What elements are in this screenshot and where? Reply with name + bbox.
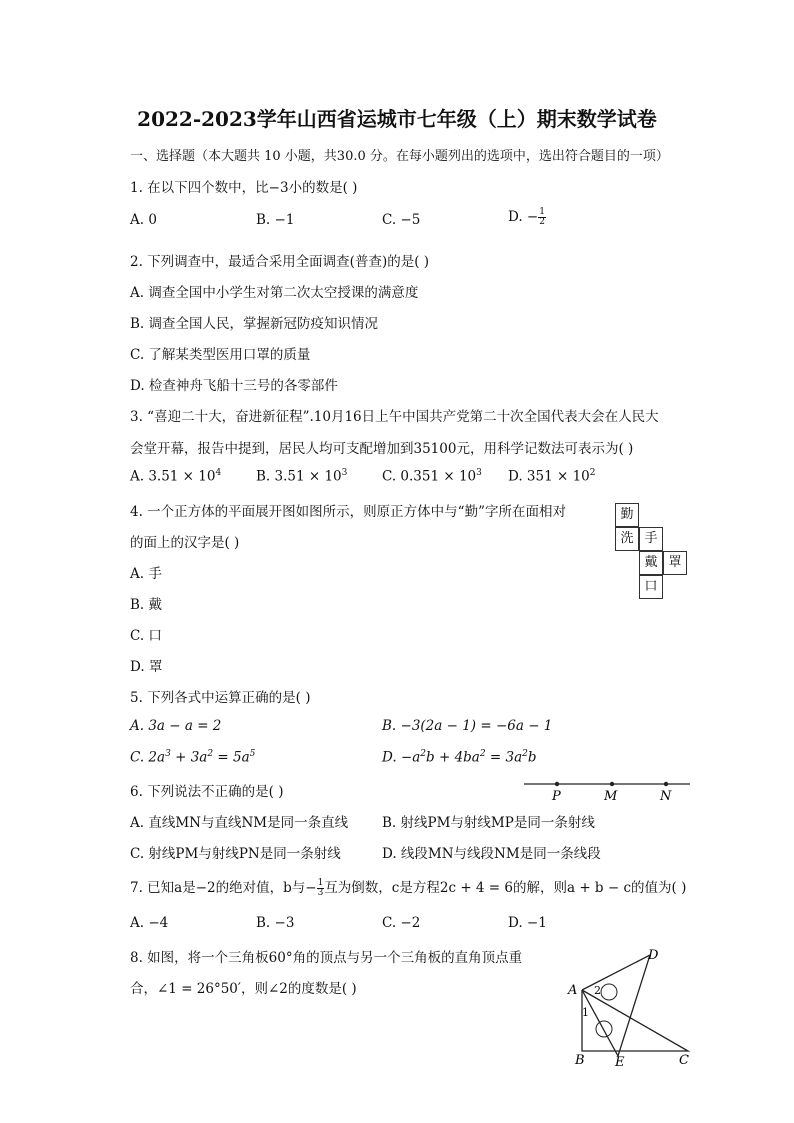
q6-option-a[interactable]: A. 直线MN与直线NM是同一条直线 bbox=[130, 815, 349, 831]
label-n: N bbox=[660, 789, 672, 804]
q4-option-d[interactable]: D. 罩 bbox=[130, 659, 163, 675]
q7-option-b[interactable]: B. −3 bbox=[256, 915, 295, 931]
question-1-stem: 1. 在以下四个数中，比−3小的数是( ) bbox=[130, 180, 358, 196]
net-cell-xi: 洗 bbox=[615, 527, 639, 551]
q5-c-exp-3: 5 bbox=[249, 749, 256, 759]
q3-option-c[interactable] bbox=[382, 468, 482, 485]
q5-option-a[interactable]: A. 3a − a = 2 bbox=[130, 718, 222, 734]
q3-option-b[interactable] bbox=[256, 468, 347, 485]
triangle-boards-figure bbox=[560, 940, 700, 1070]
question-6-stem: 6. 下列说法不正确的是( ) bbox=[130, 784, 284, 800]
q7-option-d[interactable]: D. −1 bbox=[508, 915, 547, 931]
point-n bbox=[664, 782, 668, 786]
net-cell-zhao: 罩 bbox=[663, 551, 687, 575]
q5-d-exp-2: 2 bbox=[479, 749, 486, 759]
q3-a-exponent: 4 bbox=[215, 468, 222, 478]
question-8-line-1: 8. 如图，将一个三角板60°角的顶点与另一个三角板的直角顶点重 bbox=[130, 950, 523, 966]
q3-c-base: C. 0.351 × 10 bbox=[382, 468, 477, 485]
label-a: A bbox=[568, 983, 578, 998]
net-cell-qin: 勤 bbox=[615, 503, 639, 527]
q1-d-numerator: 1 bbox=[539, 207, 545, 217]
q5-c-exp-1: 3 bbox=[165, 749, 171, 759]
q1-d-fraction bbox=[538, 208, 546, 227]
q1-option-b[interactable]: B. −1 bbox=[256, 212, 295, 228]
label-angle-2: 2 bbox=[594, 984, 601, 997]
q5-d-part-4: b bbox=[527, 749, 537, 766]
q3-a-base: A. 3.51 × 10 bbox=[130, 468, 216, 485]
q5-c-part-2: + 3a bbox=[170, 749, 208, 766]
q7-option-a[interactable]: A. −4 bbox=[130, 915, 169, 931]
page-title: 2022-2023学年山西省运城市七年级（上）期末数学试卷 bbox=[137, 107, 657, 131]
point-p bbox=[555, 782, 559, 786]
question-3-line-1: 3. “喜迎二十大，奋进新征程”.10月16日上午中国共产党第二十次全国代表大会在人民大 bbox=[130, 409, 659, 425]
q3-b-base: B. 3.51 × 10 bbox=[256, 468, 342, 485]
q1-option-d[interactable] bbox=[508, 208, 546, 227]
triangle-ade bbox=[582, 955, 650, 1056]
question-5-stem: 5. 下列各式中运算正确的是( ) bbox=[130, 690, 311, 706]
q1-d-denominator: 2 bbox=[539, 217, 545, 227]
label-angle-1: 1 bbox=[582, 1006, 589, 1019]
q5-option-c[interactable] bbox=[130, 749, 255, 766]
q3-option-d[interactable] bbox=[508, 468, 596, 485]
q4-option-a[interactable]: A. 手 bbox=[130, 566, 162, 582]
q5-option-d[interactable] bbox=[382, 749, 537, 766]
line-pmn-figure bbox=[520, 775, 695, 805]
net-cell-shou: 手 bbox=[639, 527, 663, 551]
q7-stem-part-2: 互为倒数，c是方程2c + 4 = 6的解，则a + b − c的值为( ) bbox=[324, 880, 687, 896]
section-heading: 一、选择题（本大题共 10 小题，共30.0 分。在每小题列出的选项中，选出符合题目的一项） bbox=[130, 149, 669, 164]
q2-option-a[interactable]: A. 调查全国中小学生对第二次太空授课的满意度 bbox=[130, 285, 419, 301]
q7-frac-numerator: 1 bbox=[317, 878, 324, 888]
board-hole-upper bbox=[601, 984, 617, 1000]
q5-d-exp-1: 2 bbox=[420, 749, 427, 759]
q1-option-a[interactable]: A. 0 bbox=[130, 212, 157, 228]
q5-d-part-2: b + 4ba bbox=[426, 749, 480, 766]
q5-c-exp-2: 2 bbox=[207, 749, 214, 759]
q2-option-c[interactable]: C. 了解某类型医用口罩的质量 bbox=[130, 347, 311, 363]
q3-c-exponent: 3 bbox=[476, 468, 482, 478]
q3-option-a[interactable] bbox=[130, 468, 221, 485]
point-m bbox=[610, 782, 614, 786]
label-e: E bbox=[615, 1055, 625, 1070]
question-8-line-2: 合，∠1 = 26°50′，则∠2的度数是( ) bbox=[130, 981, 357, 997]
question-4-line-1: 4. 一个正方体的平面展开图如图所示，则原正方体中与“勤”字所在面相对 bbox=[130, 504, 566, 520]
label-c: C bbox=[679, 1053, 689, 1068]
q7-stem-part-1: 7. 已知a是−2的绝对值，b与− bbox=[130, 880, 317, 896]
q3-b-exponent: 3 bbox=[341, 468, 348, 478]
q3-d-base: D. 351 × 10 bbox=[508, 468, 590, 485]
q5-option-b[interactable]: B. −3(2a − 1) = −6a − 1 bbox=[382, 718, 553, 734]
q1-d-prefix: D. − bbox=[508, 209, 539, 225]
q1-option-c[interactable]: C. −5 bbox=[382, 212, 421, 228]
q5-c-part-1: C. 2a bbox=[130, 749, 166, 766]
q6-option-b[interactable]: B. 射线PM与射线MP是同一条射线 bbox=[382, 815, 595, 831]
q7-option-c[interactable]: C. −2 bbox=[382, 915, 421, 931]
q2-option-b[interactable]: B. 调查全国人民，掌握新冠防疫知识情况 bbox=[130, 316, 379, 332]
label-p: P bbox=[552, 789, 561, 804]
net-cell-dai: 戴 bbox=[639, 551, 663, 575]
q6-option-d[interactable]: D. 线段MN与线段NM是同一条线段 bbox=[382, 846, 601, 862]
q7-frac-denominator: 3 bbox=[317, 888, 324, 898]
q2-option-d[interactable]: D. 检查神舟飞船十三号的各零部件 bbox=[130, 378, 338, 394]
q5-d-part-1: D. −a bbox=[382, 749, 421, 766]
question-7-stem bbox=[130, 876, 686, 898]
q6-option-c[interactable]: C. 射线PM与射线PN是同一条射线 bbox=[130, 846, 341, 862]
q5-d-part-3: = 3a bbox=[485, 749, 523, 766]
question-3-line-2: 会堂开幕，报告中提到，居民人均可支配增加到35100元，用科学记数法可表示为( ) bbox=[130, 441, 634, 457]
label-d: D bbox=[648, 948, 659, 963]
q5-c-part-3: = 5a bbox=[213, 749, 250, 766]
label-m: M bbox=[604, 789, 618, 804]
label-b: B bbox=[575, 1053, 585, 1068]
question-2-stem: 2. 下列调查中，最适合采用全面调查(普查)的是( ) bbox=[130, 254, 430, 270]
question-4-line-2: 的面上的汉字是( ) bbox=[130, 535, 240, 551]
q5-d-exp-3: 2 bbox=[522, 749, 528, 759]
q4-option-c[interactable]: C. 口 bbox=[130, 628, 162, 644]
q3-d-exponent: 2 bbox=[589, 468, 596, 478]
q4-option-b[interactable]: B. 戴 bbox=[130, 597, 163, 613]
net-cell-kou: 口 bbox=[639, 575, 663, 599]
